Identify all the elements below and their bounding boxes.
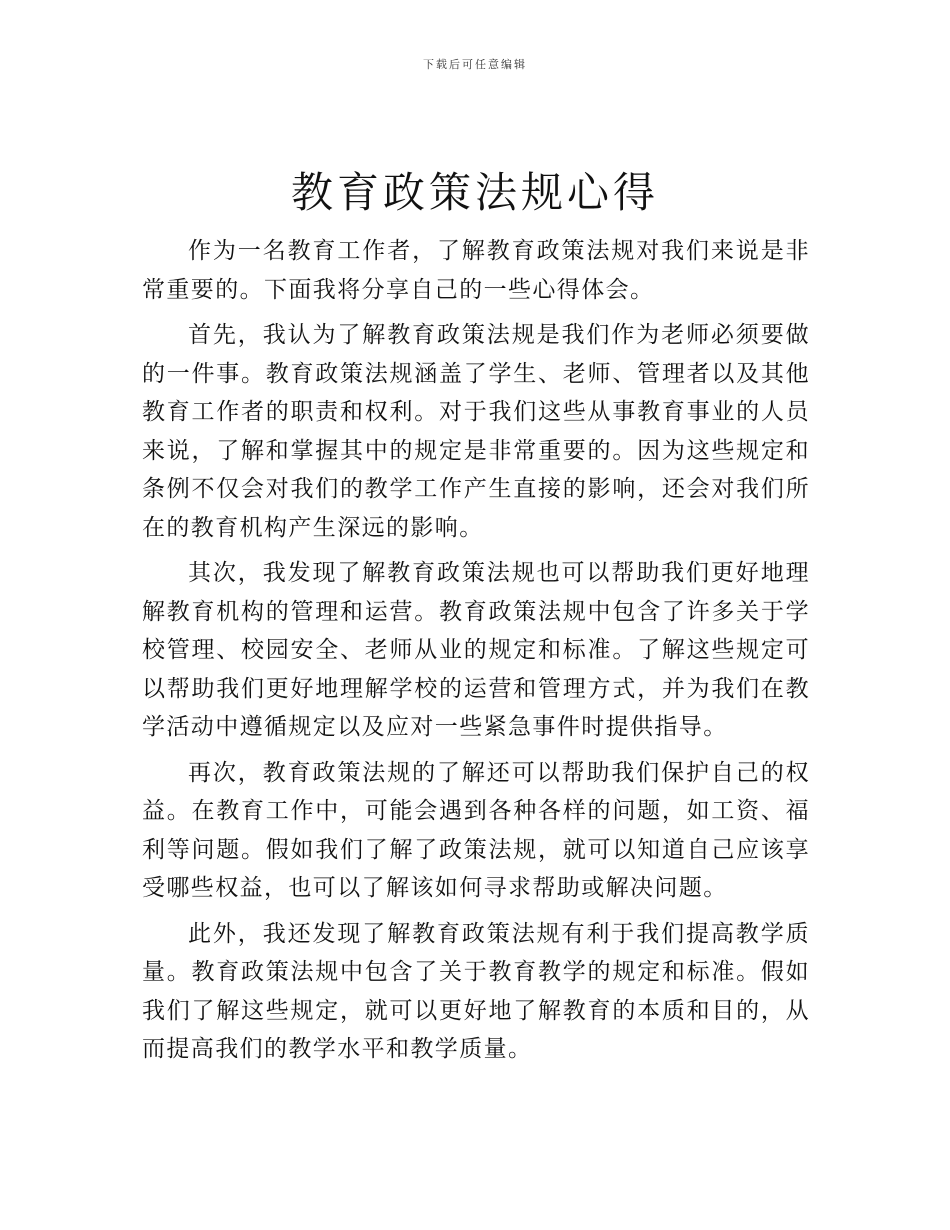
header-note: 下载后可任意编辑 [423,58,527,71]
paragraph: 此外，我还发现了解教育政策法规有利于我们提高教学质量。教育政策法规中包含了关于教育教学的规定和标准。假如我们了解这些规定，就可以更好地了解教育的本质和目的，从而提高我们的教学水平和教学质量。 [142,920,810,1062]
document-title: 教育政策法规心得 [290,168,659,217]
paragraph: 首先，我认为了解教育政策法规是我们作为老师必须要做的一件事。教育政策法规涵盖了学生、老师、管理者以及其他教育工作者的职责和权利。对于我们这些从事教育事业的人员来说，了解和掌握其中的规定是非常重要的。因为这些规定和条例不仅会对我们的教学工作产生直接的影响，还会对我们所在的教育机构产生深远的影响。 [142,322,810,541]
paragraph: 其次，我发现了解教育政策法规也可以帮助我们更好地理解教育机构的管理和运营。教育政策法规中包含了许多关于学校管理、校园安全、老师从业的规定和标准。了解这些规定可以帮助我们更好地理解学校的运营和管理方式，并为我们在教学活动中遵循规定以及应对一些紧急事件时提供指导。 [142,560,810,740]
paragraph: 作为一名教育工作者，了解教育政策法规对我们来说是非常重要的。下面我将分享自己的一些心得体会。 [142,238,810,303]
document-body [142,232,810,1076]
paragraph: 再次，教育政策法规的了解还可以帮助我们保护自己的权益。在教育工作中，可能会遇到各种各样的问题，如工资、福利等问题。假如我们了解了政策法规，就可以知道自己应该享受哪些权益，也可以了解该如何寻求帮助或解决问题。 [142,759,810,901]
